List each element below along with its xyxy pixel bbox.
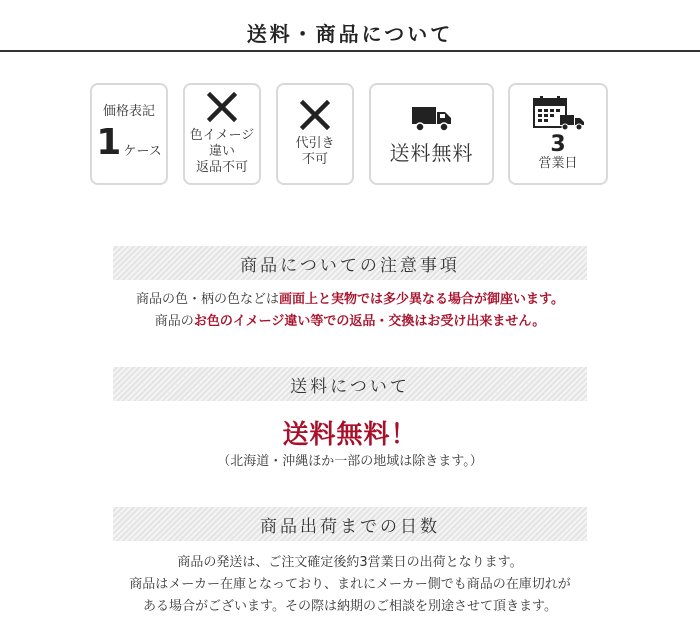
notes-line-2-emphasis: お色のイメージ違い等での返品・交換はお受け出来ません。	[193, 314, 546, 329]
days-line-2: 商品はメーカー在庫となっており、まれにメーカー側でも商品の在庫切れが	[129, 577, 571, 592]
no-cod-badge	[276, 83, 354, 185]
notes-line-1-plain: 商品の色・柄の色などは	[136, 292, 280, 307]
page-title: 送料・商品について	[246, 22, 454, 46]
days-line-1: 商品の発送は、ご注文確定後約3営業日の出荷となります。	[177, 555, 523, 570]
badge-text-line: 色イメージ	[189, 128, 255, 143]
x-mark-icon	[207, 92, 237, 122]
notes-section-header	[113, 246, 587, 280]
header-divider	[0, 50, 700, 52]
days-line-3: ある場合がございます。その際は納期のご相談を別途させて頂きます。	[143, 599, 557, 614]
price-unit-badge	[90, 83, 168, 185]
x-mark-icon	[300, 100, 330, 130]
badge-text-line: 不可	[301, 152, 328, 167]
free-shipping-badge	[369, 83, 494, 185]
free-shipping-headline: 送料無料！	[282, 420, 418, 450]
notes-section-title: 商品についての注意事項	[240, 255, 460, 276]
ship-days-badge	[508, 83, 608, 185]
ship-days-number: 3	[550, 132, 566, 157]
free-shipping-label: 送料無料	[389, 141, 474, 165]
days-section-header	[113, 507, 587, 541]
badge-text-line: 返品不可	[195, 160, 248, 175]
notes-line-1-emphasis: 画面上と実物では多少異なる場合が御座います。	[279, 292, 564, 307]
calendar-truck-icon	[530, 96, 586, 132]
days-section-title: 商品出荷までの日数	[260, 516, 440, 537]
price-unit-suffix: ケース	[123, 144, 162, 159]
no-return-color-badge	[183, 83, 261, 185]
notes-line-2-plain: 商品の	[154, 314, 194, 329]
badge-text-line: 代引き	[295, 136, 335, 151]
shipping-section-header	[113, 367, 587, 401]
ship-days-label: 営業日	[538, 156, 578, 171]
truck-icon	[410, 103, 454, 133]
price-unit-label: 価格表記	[102, 104, 155, 119]
notes-line-1	[0, 289, 700, 311]
price-unit-number: 1	[96, 122, 122, 163]
shipping-section-title: 送料について	[290, 376, 410, 397]
shipping-exception: （北海道・沖縄ほか一部の地域は除きます。）	[217, 454, 483, 469]
notes-line-2	[0, 311, 700, 333]
badge-text-line: 違い	[208, 144, 235, 159]
